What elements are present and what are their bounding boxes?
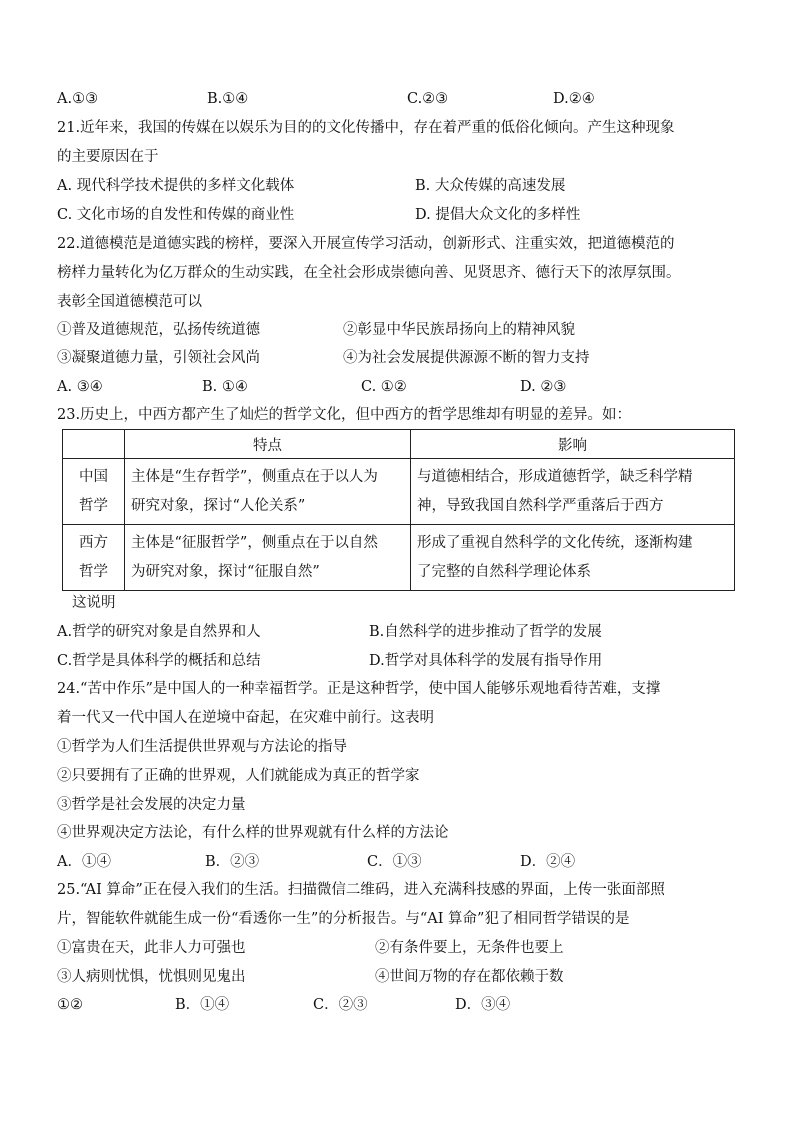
q22-option-b[interactable]: B. ①④ <box>202 379 248 395</box>
table-header-traits: 特点 <box>125 430 411 459</box>
q24-statement-2: ②只要拥有了正确的世界观，人们就能成为真正的哲学家 <box>57 768 420 784</box>
table-header-impact: 影响 <box>411 430 735 459</box>
q24-statement-4: ④世界观决定方法论，有什么样的世界观就有什么样的方法论 <box>57 825 449 841</box>
q23-option-c[interactable]: C.哲学是具体科学的概括和总结 <box>57 653 261 669</box>
q21-options-row-2 <box>57 205 747 225</box>
q22-options <box>57 377 747 397</box>
q25-statements-row-2 <box>57 967 747 987</box>
q21-option-b[interactable]: B. 大众传媒的高速发展 <box>415 178 566 194</box>
q24-option-b[interactable]: B．②③ <box>205 854 260 870</box>
q21-option-d[interactable]: D. 提倡大众文化的多样性 <box>415 207 581 223</box>
q20-option-b[interactable]: B.①④ <box>207 91 249 107</box>
row-label-west: 西方 哲学 <box>63 525 125 591</box>
q22-statement-4: ④为社会发展提供源源不断的智力支持 <box>343 350 590 366</box>
q25-statements-row-1 <box>57 938 747 958</box>
q22-statements-row-2 <box>57 348 747 368</box>
q25-option-a[interactable]: ①② <box>57 997 83 1013</box>
q25-statement-1: ①富贵在天，此非人力可强也 <box>57 940 246 956</box>
q21-stem-line-1: 21.近年来，我国的传媒在以娱乐为目的的文化传播中，存在着严重的低俗化倾向。产生这种现象 <box>57 120 675 136</box>
comparison-table <box>62 429 735 591</box>
q22-statement-2: ②彰显中华民族昂扬向上的精神风貌 <box>343 322 575 338</box>
q22-option-c[interactable]: C. ①② <box>361 379 407 395</box>
q25-stem-line-2: 片，智能软件就能生成一份“看透你一生”的分析报告。与“AI 算命”犯了相同哲学错误的是 <box>57 911 630 927</box>
q25-option-c[interactable]: C．②③ <box>313 997 368 1013</box>
q24-stem-line-2: 着一代又一代中国人在逆境中奋起，在灾难中前行。这表明 <box>57 710 434 726</box>
table-row-west <box>63 525 735 591</box>
china-traits-cell: 主体是“生存哲学”，侧重点在于以人为 研究对象，探讨“人伦关系” <box>125 459 411 525</box>
west-impact-cell: 形成了重视自然科学的文化传统，逐渐构建 了完整的自然科学理论体系 <box>411 525 735 591</box>
q24-options <box>57 852 747 872</box>
q25-statement-4: ④世间万物的存在都依赖于数 <box>375 969 564 985</box>
q22-option-d[interactable]: D. ②③ <box>520 379 567 395</box>
q20-option-a[interactable]: A.①③ <box>57 91 99 107</box>
q20-options <box>57 89 747 109</box>
q25-stem-line-1: 25.“AI 算命”正在侵入我们的生活。扫描微信二维码，进入充满科技感的界面，上传一张面部照 <box>57 882 665 898</box>
q25-statement-2: ②有条件要上，无条件也要上 <box>375 940 564 956</box>
q23-option-d[interactable]: D.哲学对具体科学的发展有指导作用 <box>369 653 603 669</box>
q22-statement-3: ③凝聚道德力量，引领社会风尚 <box>57 350 260 366</box>
q24-option-a[interactable]: A．①④ <box>57 854 111 870</box>
table-header-row <box>63 430 735 459</box>
q24-option-d[interactable]: D．②④ <box>520 854 576 870</box>
q23-tail: 这说明 <box>72 595 116 611</box>
q22-statements-row-1 <box>57 320 747 340</box>
q22-stem-line-2: 榜样力量转化为亿万群众的生动实践，在全社会形成崇德向善、见贤思齐、德行天下的浓厚氛围。 <box>57 265 681 281</box>
q23-stem: 23.历史上，中西方都产生了灿烂的哲学文化，但中西方的哲学思维却有明显的差异。如： <box>57 407 632 423</box>
q24-statement-3: ③哲学是社会发展的决定力量 <box>57 797 246 813</box>
q25-option-d[interactable]: D．③④ <box>455 997 511 1013</box>
q21-stem-line-2: 的主要原因在于 <box>57 149 159 165</box>
q21-option-a[interactable]: A. 现代科学技术提供的多样文化载体 <box>57 178 295 194</box>
q23-option-b[interactable]: B.自然科学的进步推动了哲学的发展 <box>369 624 602 640</box>
table-row-china <box>63 459 735 525</box>
west-traits-cell: 主体是“征服哲学”，侧重点在于以自然 为研究对象，探讨“征服自然” <box>125 525 411 591</box>
table-header-corner <box>63 430 125 459</box>
q25-option-b[interactable]: B．①④ <box>175 997 230 1013</box>
q23-options-row-2 <box>57 651 747 671</box>
q22-stem-line-3: 表彰全国道德模范可以 <box>57 294 202 310</box>
q23-options-row-1 <box>57 622 747 642</box>
china-impact-cell: 与道德相结合，形成道德哲学，缺乏科学精 神，导致我国自然科学严重落后于西方 <box>411 459 735 525</box>
q24-option-c[interactable]: C．①③ <box>367 854 422 870</box>
q23-option-a[interactable]: A.哲学的研究对象是自然界和人 <box>57 624 261 640</box>
q22-statement-1: ①普及道德规范，弘扬传统道德 <box>57 322 260 338</box>
q20-option-d[interactable]: D.②④ <box>553 91 595 107</box>
q25-options <box>57 995 747 1015</box>
q22-option-a[interactable]: A. ③④ <box>57 379 103 395</box>
q22-stem-line-1: 22.道德模范是道德实践的榜样，要深入开展宣传学习活动，创新形式、注重实效，把道德模范的 <box>57 236 675 252</box>
q24-stem-line-1: 24.“苦中作乐”是中国人的一种幸福哲学。正是这种哲学，使中国人能够乐观地看待苦难，支撑 <box>57 681 661 697</box>
q20-option-c[interactable]: C.②③ <box>407 91 449 107</box>
q21-options-row-1 <box>57 176 747 196</box>
q24-statement-1: ①哲学为人们生活提供世界观与方法论的指导 <box>57 739 347 755</box>
row-label-china: 中国 哲学 <box>63 459 125 525</box>
q25-statement-3: ③人病则忧惧，忧惧则见鬼出 <box>57 969 246 985</box>
q21-option-c[interactable]: C. 文化市场的自发性和传媒的商业性 <box>57 207 295 223</box>
